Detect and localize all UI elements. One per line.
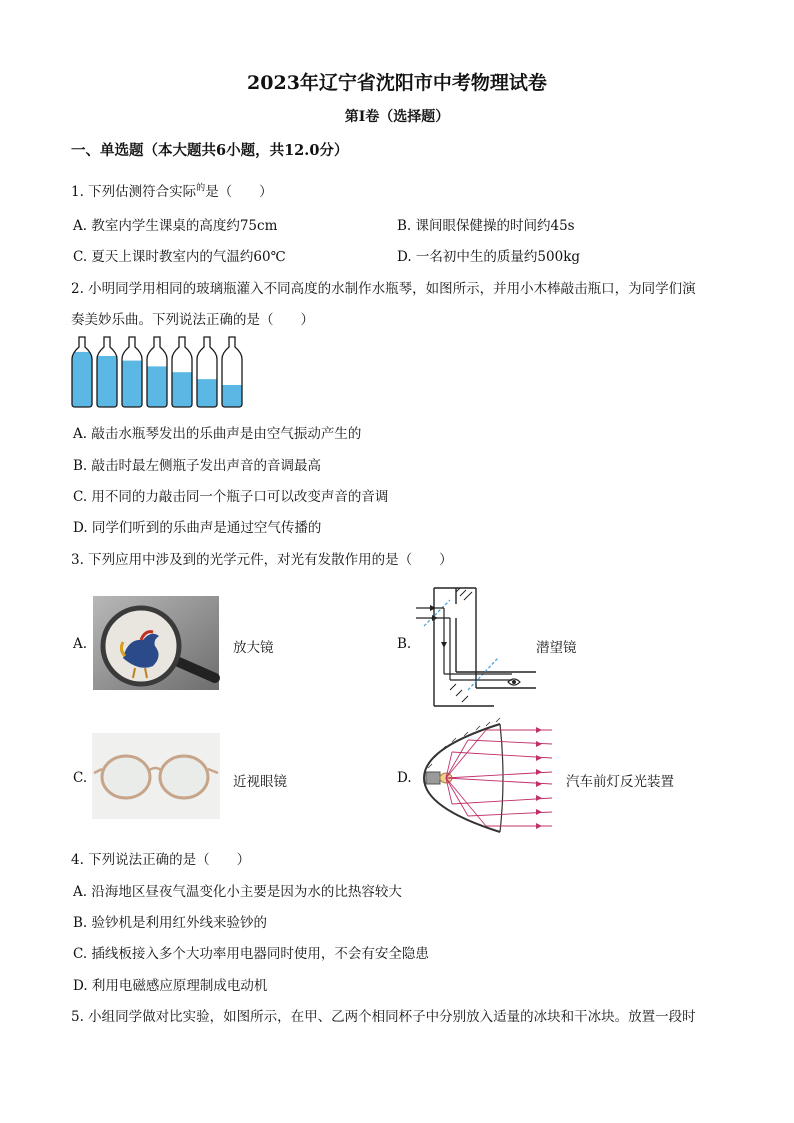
q2-stem-line1: 2. 小明同学用相同的玻璃瓶灌入不同高度的水制作水瓶琴，如图所示，并用小木棒敲击瓶口，为同学们演: [71, 281, 696, 297]
q2-option-d: D. 同学们听到的乐曲声是通过空气传播的: [73, 520, 322, 536]
q3-option-c-letter: C.: [73, 770, 88, 786]
bottle-water: [171, 372, 193, 408]
bottle-water: [96, 356, 118, 408]
q1-option-c: C. 夏天上课时教室内的气温约60℃: [73, 249, 286, 265]
q3-option-a-letter: A.: [73, 636, 88, 652]
bottle: [71, 337, 93, 408]
q4-stem: 4. 下列说法正确的是（ ）: [71, 852, 251, 868]
q3-option-d-label: 汽车前灯反光装置: [566, 774, 674, 790]
headlight-reflector-diagram: [416, 718, 554, 838]
bottle-water: [221, 385, 243, 408]
q1-option-a: A. 教室内学生课桌的高度约75cm: [73, 218, 278, 234]
q3-option-d-letter: D.: [397, 770, 412, 786]
water-bottles-figure: [70, 335, 245, 411]
q4-option-c: C. 插线板接入多个大功率用电器同时使用，不会有安全隐患: [73, 946, 429, 962]
q4-option-a: A. 沿海地区昼夜气温变化小主要是因为水的比热容较大: [73, 884, 402, 900]
q4-option-b: B. 验钞机是利用红外线来验钞的: [73, 915, 268, 931]
bottle-water: [71, 352, 93, 408]
q1-stem-sup: 的: [196, 183, 206, 194]
q1-stem-pre: 1. 下列估测符合实际: [71, 184, 197, 200]
q3-option-c-label: 近视眼镜: [233, 774, 287, 790]
q1-option-b: B. 课间眼保健操的时间约45s: [397, 218, 575, 234]
bottle-water: [196, 379, 218, 408]
bottle: [196, 337, 218, 408]
myopia-glasses-image: [92, 733, 220, 819]
bottle: [146, 337, 168, 408]
bottle: [171, 337, 193, 408]
q1-option-d: D. 一名初中生的质量约500kg: [397, 249, 581, 265]
q2-option-b: B. 敲击时最左侧瓶子发出声音的音调最高: [73, 458, 322, 474]
page-subtitle: 第I卷（选择题）: [344, 109, 450, 125]
q2-option-c: C. 用不同的力敲击同一个瓶子口可以改变声音的音调: [73, 489, 389, 505]
q3-stem: 3. 下列应用中涉及到的光学元件，对光有发散作用的是（ ）: [71, 552, 453, 568]
magnifier-image: [93, 596, 219, 690]
periscope-diagram: [416, 578, 536, 708]
q3-option-b-letter: B.: [397, 636, 412, 652]
page-title: 2023年辽宁省沈阳市中考物理试卷: [247, 72, 547, 94]
section-heading: 一、单选题（本大题共6小题，共12.0分）: [71, 142, 349, 159]
question-1-stem: [71, 180, 273, 200]
q2-option-a: A. 敲击水瓶琴发出的乐曲声是由空气振动产生的: [73, 426, 362, 442]
bottle: [221, 337, 243, 408]
bottle: [121, 337, 143, 408]
q4-option-d: D. 利用电磁感应原理制成电动机: [73, 978, 268, 994]
q5-stem-line1: 5. 小组同学做对比实验，如图所示，在甲、乙两个相同杯子中分别放入适量的冰块和干冰块。放置一段时: [71, 1009, 696, 1025]
q1-stem-post: 是（ ）: [205, 184, 273, 200]
q2-stem-line2: 奏美妙乐曲。下列说法正确的是（ ）: [71, 312, 314, 328]
q3-option-a-label: 放大镜: [233, 640, 274, 656]
q3-option-b-label: 潜望镜: [536, 640, 577, 656]
bottle-water: [146, 366, 168, 408]
bottle: [96, 337, 118, 408]
bottle-water: [121, 361, 143, 408]
